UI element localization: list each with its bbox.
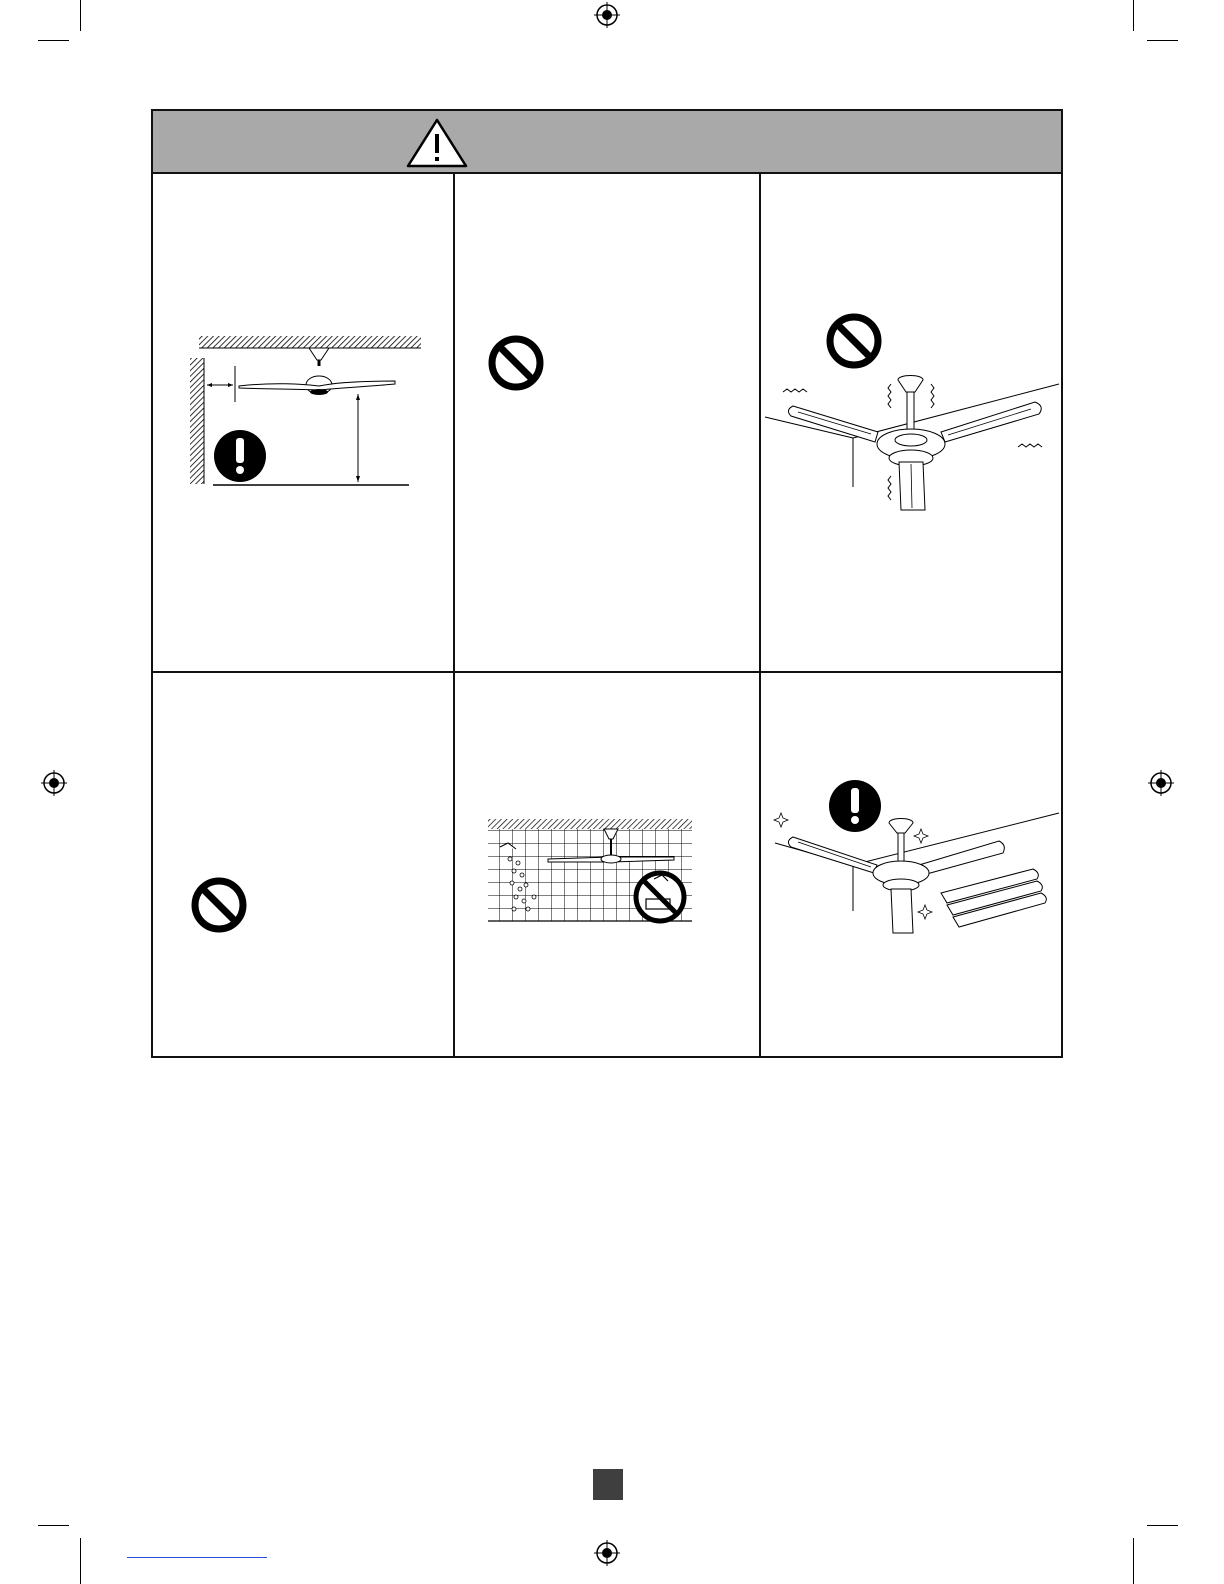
cell-no-vibration	[761, 172, 1061, 671]
fan-clearance-diagram	[183, 332, 423, 497]
crop-mark	[1133, 0, 1134, 31]
crop-mark	[1147, 40, 1178, 41]
crop-mark	[38, 1525, 69, 1526]
fan-with-spare-blades-illustration	[771, 809, 1061, 939]
crop-mark	[80, 1538, 81, 1584]
cell-clearance	[153, 172, 453, 671]
vibrating-fan-illustration	[763, 372, 1061, 512]
cell-prohibited-1	[455, 172, 759, 671]
registration-mark-icon	[594, 1540, 620, 1566]
cell-no-bathroom	[455, 673, 759, 1058]
warning-panel	[151, 109, 1063, 1058]
registration-mark-icon	[1148, 770, 1174, 796]
cell-prohibited-2	[153, 673, 453, 1058]
mandatory-icon	[214, 430, 266, 482]
crop-mark	[38, 40, 69, 41]
footer-link-underline	[127, 1557, 267, 1558]
crop-mark	[1147, 1525, 1178, 1526]
crop-mark	[80, 0, 81, 31]
registration-mark-icon	[41, 770, 67, 796]
page-number-box	[593, 1469, 623, 1500]
warning-triangle-icon	[405, 117, 469, 169]
crop-mark	[1133, 1538, 1134, 1584]
warning-header	[153, 111, 1061, 174]
bathroom-tiles-illustration	[486, 817, 694, 929]
cell-spare-blades	[761, 673, 1061, 1058]
no-shower-icon	[636, 873, 684, 921]
prohibited-icon	[825, 312, 883, 370]
prohibited-icon	[190, 876, 248, 934]
registration-mark-icon	[594, 2, 620, 28]
prohibited-icon	[487, 334, 545, 392]
